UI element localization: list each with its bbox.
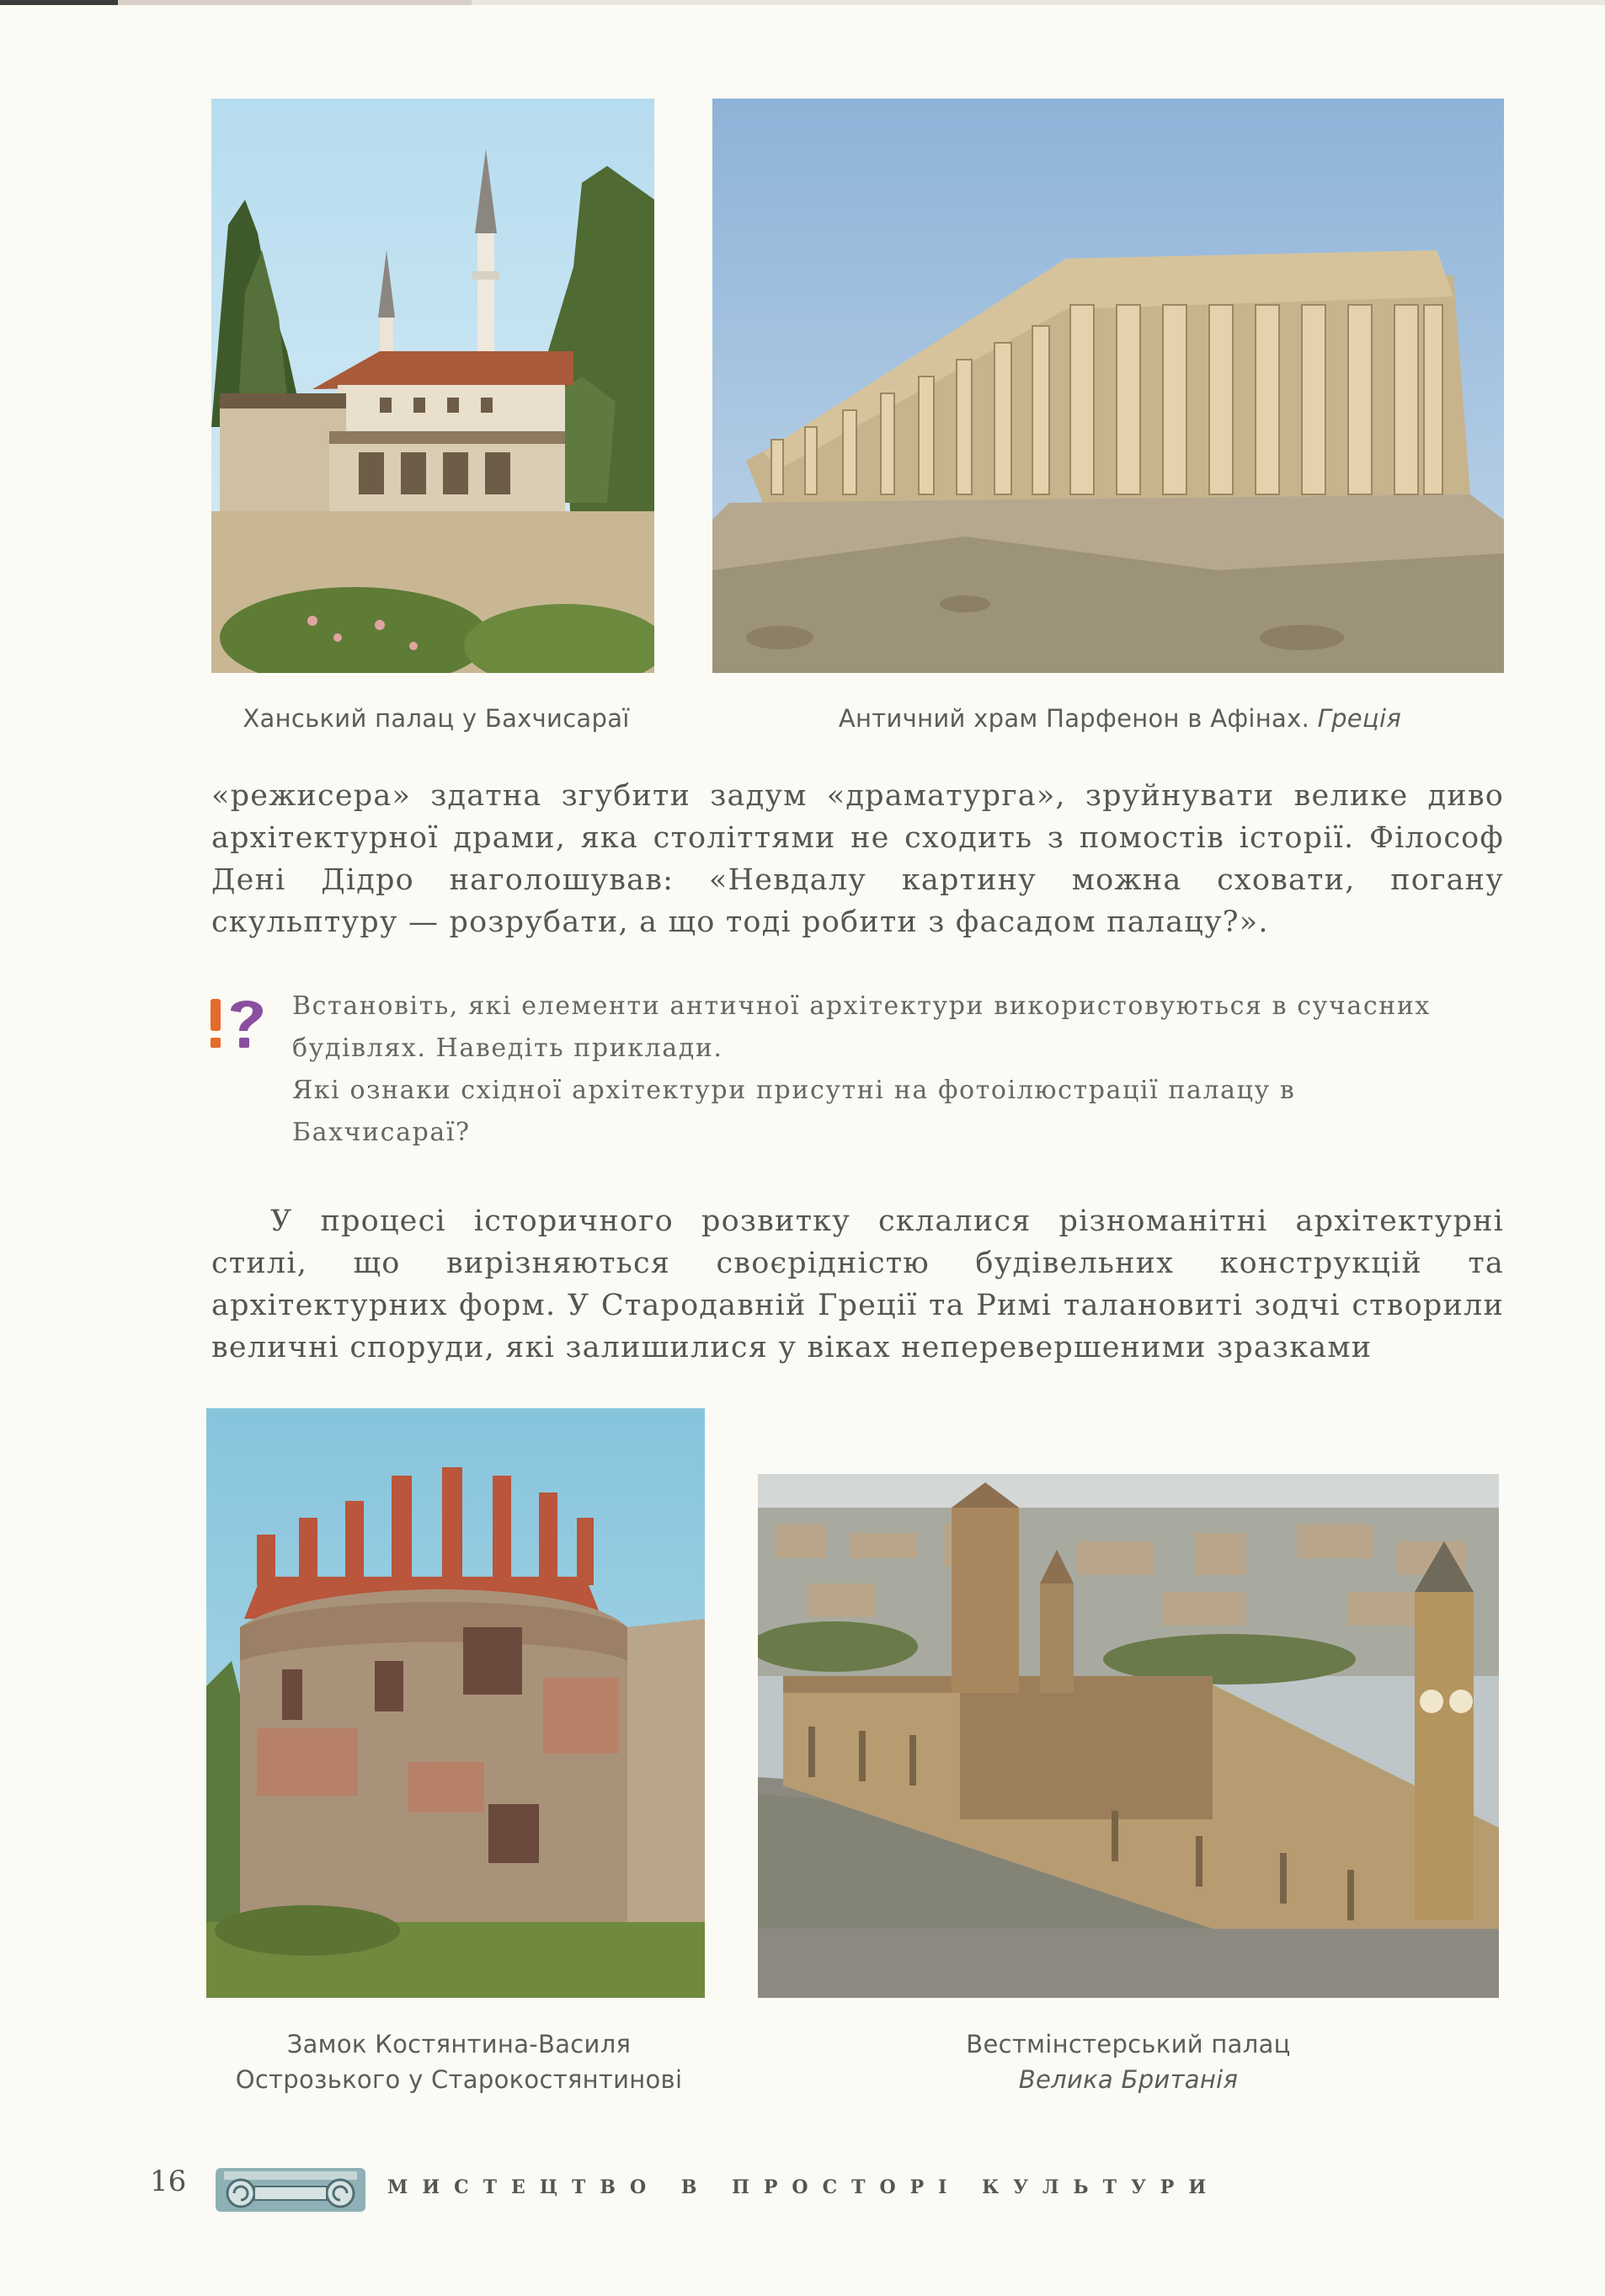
khan-palace-photo (211, 99, 654, 673)
page-number: 16 (150, 2165, 187, 2198)
paragraph-styles (211, 1200, 1504, 1369)
book-title: МИСТЕЦТВО В ПРОСТОРІ КУЛЬТУРИ (387, 2176, 1221, 2198)
khan-palace-caption: Ханський палац у Бахчисараї (243, 704, 630, 733)
question-exclamation-icon (205, 994, 273, 1053)
parthenon-caption: Античний храм Парфенон в Афінах. Греція (838, 704, 1402, 733)
paragraph-intro (211, 775, 1504, 943)
ostrozky-castle-caption: Замок Костянтина-Василя Острозького у Старокостянтинові (235, 2030, 683, 2094)
paragraph-styles-text: У процесі історичного розвитку склалися різноманітні архітектурні стилі, що вирізняються своєрідністю будівельних конструкцій та архітектурних форм. У Стародавній Греції та Римі талановиті зодчі створили величні споруди, які залишилися у віках неперевершеними зразками (211, 1204, 1504, 1364)
westminster-palace-photo (758, 1474, 1499, 1998)
parthenon-photo (712, 99, 1504, 673)
ionic-capital-logo-icon (216, 2165, 365, 2215)
question-block (292, 985, 1471, 1154)
top-edge-strip (0, 0, 1605, 5)
question-2: Які ознаки східної архітектури присутні на фотоілюстрації палацу в Бахчисараї? (292, 1076, 1296, 1147)
paragraph-intro-text: «режисера» здатна згубити задум «драматурга», зруйнувати велике диво архітектурної драми, яка століттями не сходить з помостів історії. Філософ Дені Дідро наголошував: «Невдалу картину можна сховати, погану скульптуру — розрубати, а що тоді робити з фасадом палацу?». (211, 779, 1504, 939)
westminster-palace-caption: Вестмінстерський палац Велика Британія (966, 2030, 1291, 2094)
question-1: Встановіть, які елементи античної архітектури використовуються в сучасних будівлях. Наведіть приклади. (292, 991, 1431, 1063)
page-footer (150, 2165, 1221, 2215)
ostrozky-castle-photo (206, 1408, 705, 1998)
